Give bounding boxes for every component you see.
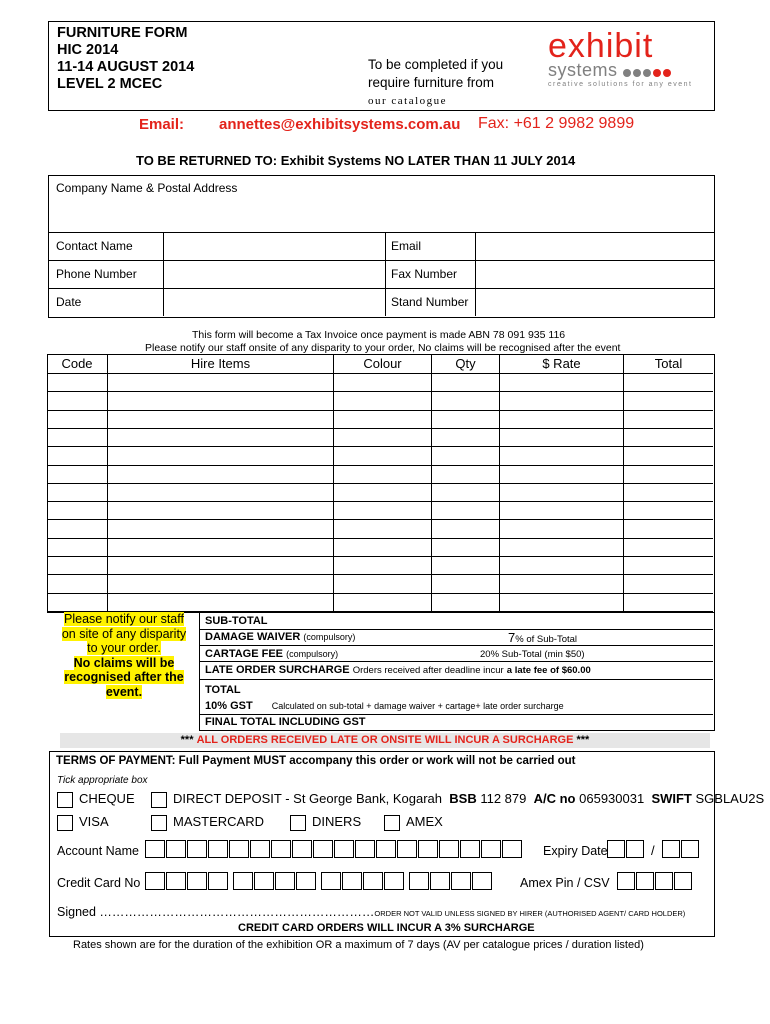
visa-option[interactable]: VISA	[57, 814, 109, 831]
header-colour: Colour	[363, 356, 402, 371]
notify-note: Please notify our staff onsite of any disparity to your order, No claims will be recognised after the event	[145, 342, 621, 354]
card-number-box[interactable]	[472, 872, 492, 890]
card-number-box[interactable]	[342, 872, 362, 890]
amex-option[interactable]: AMEX	[384, 814, 443, 831]
date-label: Date	[56, 295, 82, 309]
amex-pin-box[interactable]	[655, 872, 673, 890]
table-row[interactable]	[47, 557, 713, 574]
subtotal-label: SUB-TOTAL	[205, 615, 268, 627]
card-number-box[interactable]	[430, 872, 450, 890]
card-number-box[interactable]	[296, 872, 316, 890]
header-rate: $ Rate	[542, 356, 581, 371]
card-number-box[interactable]	[233, 872, 253, 890]
expiry-year-boxes[interactable]	[662, 840, 704, 858]
card-number-box[interactable]	[187, 872, 207, 890]
table-row[interactable]	[47, 539, 713, 556]
table-row[interactable]	[47, 575, 713, 592]
expiry-month-box[interactable]	[626, 840, 644, 858]
card-number-boxes[interactable]	[145, 872, 497, 890]
card-number-box[interactable]	[208, 872, 228, 890]
card-number-box[interactable]	[321, 872, 341, 890]
account-name-box[interactable]	[418, 840, 438, 858]
amex-pin-boxes[interactable]	[617, 872, 697, 890]
table-row[interactable]	[47, 411, 713, 428]
account-name-box[interactable]	[439, 840, 459, 858]
signature-line[interactable]: Signed …………………………………………………………ORDER NOT VALID UNLESS SIGNED BY HIRER (AUTHORISED AGENT/ CARD HOLDER)	[57, 905, 686, 919]
header-code: Code	[61, 356, 93, 371]
account-name-box[interactable]	[145, 840, 165, 858]
account-name-box[interactable]	[502, 840, 522, 858]
expiry-label: Expiry Date	[543, 844, 608, 858]
card-number-box[interactable]	[451, 872, 471, 890]
table-row[interactable]	[47, 392, 713, 409]
fax-number: Fax: +61 2 9982 9899	[478, 115, 635, 132]
tax-invoice-note: This form will become a Tax Invoice once payment is made ABN 78 091 935 116	[192, 329, 566, 341]
account-name-box[interactable]	[208, 840, 228, 858]
card-number-label: Credit Card No	[57, 876, 141, 890]
contact-name-label: Contact Name	[56, 239, 133, 253]
card-surcharge-note: CREDIT CARD ORDERS WILL INCUR A 3% SURCHARGE	[238, 922, 535, 934]
date-field[interactable]	[164, 289, 384, 316]
surcharge-banner: *** ALL ORDERS RECEIVED LATE OR ONSITE WILL INCUR A SURCHARGE ***	[60, 733, 710, 748]
amex-checkbox[interactable]	[384, 815, 400, 831]
expiry-year-group	[662, 840, 700, 858]
damage-rate: 7% of Sub-Total	[508, 630, 578, 645]
stand-label: Stand Number	[391, 295, 469, 309]
card-number-group	[145, 872, 229, 890]
account-name-box[interactable]	[397, 840, 417, 858]
expiry-separator: /	[651, 843, 655, 858]
account-name-box[interactable]	[334, 840, 354, 858]
diners-checkbox[interactable]	[290, 815, 306, 831]
visa-checkbox[interactable]	[57, 815, 73, 831]
amex-pin-label: Amex Pin / CSV	[520, 876, 610, 890]
account-name-box[interactable]	[313, 840, 333, 858]
return-line: TO BE RETURNED TO: Exhibit Systems NO LATER THAN 11 JULY 2014	[136, 153, 576, 168]
gst-line: 10% GST Calculated on sub-total + damage waiver + cartage+ late order surcharge	[205, 700, 564, 712]
expiry-month-box[interactable]	[607, 840, 625, 858]
table-row[interactable]	[47, 502, 713, 519]
account-name-box[interactable]	[229, 840, 249, 858]
card-number-box[interactable]	[363, 872, 383, 890]
side-note: Please notify our staff on site of any disparity to your order. No claims will be recognised after the event.	[61, 612, 187, 699]
expiry-year-box[interactable]	[681, 840, 699, 858]
card-number-group	[321, 872, 405, 890]
account-name-box[interactable]	[355, 840, 375, 858]
terms-of-payment: TERMS OF PAYMENT: Full Payment MUST accompany this order or work will not be carried out	[56, 755, 576, 767]
account-name-boxes[interactable]	[145, 840, 527, 858]
account-name-box[interactable]	[166, 840, 186, 858]
header-total: Total	[654, 356, 683, 371]
contact-name-field[interactable]	[164, 233, 384, 260]
account-name-box[interactable]	[250, 840, 270, 858]
expiry-year-box[interactable]	[662, 840, 680, 858]
cheque-checkbox[interactable]	[57, 792, 73, 808]
account-name-box[interactable]	[460, 840, 480, 858]
rates-note: Rates shown are for the duration of the exhibition OR a maximum of 7 days (AV per catalogue prices / duration listed)	[73, 939, 644, 951]
account-name-group	[145, 840, 523, 858]
header-hire-items: Hire Items	[190, 356, 251, 371]
final-total-label: FINAL TOTAL INCLUDING GST	[205, 716, 366, 728]
expiry-month-group	[607, 840, 645, 858]
table-row[interactable]	[47, 466, 713, 483]
phone-field[interactable]	[164, 261, 384, 288]
diners-option[interactable]: DINERS	[290, 814, 361, 831]
table-row[interactable]	[47, 484, 713, 501]
stand-field[interactable]	[476, 289, 713, 316]
account-name-box[interactable]	[376, 840, 396, 858]
mastercard-checkbox[interactable]	[151, 815, 167, 831]
table-row[interactable]	[47, 447, 713, 464]
damage-label: DAMAGE WAIVER (compulsory)	[205, 631, 356, 643]
card-number-group	[233, 872, 317, 890]
cheque-option[interactable]: CHEQUE	[57, 791, 135, 808]
account-name-label: Account Name	[57, 844, 139, 858]
amex-pin-box[interactable]	[617, 872, 635, 890]
fax-field-label: Fax Number	[391, 267, 458, 281]
account-name-box[interactable]	[481, 840, 501, 858]
cartage-detail: 20% Sub-Total (min $50)	[480, 649, 585, 660]
direct-deposit-checkbox[interactable]	[151, 792, 167, 808]
amex-pin-group	[617, 872, 693, 890]
card-number-box[interactable]	[254, 872, 274, 890]
header-qty: Qty	[455, 356, 476, 371]
account-name-box[interactable]	[292, 840, 312, 858]
fax-field[interactable]	[476, 261, 713, 288]
card-number-box[interactable]	[145, 872, 165, 890]
form-title: FURNITURE FORM HIC 2014 11-14 AUGUST 2014 LEVEL 2 MCEC	[57, 25, 195, 92]
total-label: TOTAL	[205, 684, 241, 696]
email-field-label: Email	[391, 239, 422, 253]
phone-label: Phone Number	[56, 267, 137, 281]
account-name-box[interactable]	[271, 840, 291, 858]
table-row[interactable]	[47, 374, 713, 391]
direct-deposit-option[interactable]: DIRECT DEPOSIT - St George Bank, Kogarah BSB 112 879 A/C no 065930031 SWIFT SGBLAU2S	[151, 791, 764, 808]
tick-note: Tick appropriate box	[57, 775, 148, 786]
table-row[interactable]	[47, 429, 713, 446]
company-logo: exhibit systems creative solutions for any event	[548, 27, 693, 88]
card-number-box[interactable]	[275, 872, 295, 890]
email-label: Email:	[139, 116, 185, 133]
company-label: Company Name & Postal Address	[56, 181, 238, 195]
logo-dots	[621, 65, 671, 79]
table-row[interactable]	[47, 520, 713, 537]
expiry-month-boxes[interactable]	[607, 840, 649, 858]
email-link[interactable]: annettes@exhibitsystems.com.au	[219, 116, 461, 133]
card-number-box[interactable]	[384, 872, 404, 890]
amex-pin-box[interactable]	[674, 872, 692, 890]
table-row[interactable]	[47, 594, 713, 611]
card-number-box[interactable]	[409, 872, 429, 890]
card-number-box[interactable]	[166, 872, 186, 890]
mastercard-option[interactable]: MASTERCARD	[151, 814, 264, 831]
email-field[interactable]	[476, 233, 713, 260]
cartage-label: CARTAGE FEE (compulsory)	[205, 648, 339, 660]
card-number-group	[409, 872, 493, 890]
complete-note: To be completed if you require furniture from our catalogue	[368, 57, 504, 107]
account-name-box[interactable]	[187, 840, 207, 858]
amex-pin-box[interactable]	[636, 872, 654, 890]
late-surcharge: LATE ORDER SURCHARGE Orders received after deadline incur a late fee of $60.00	[205, 664, 591, 676]
